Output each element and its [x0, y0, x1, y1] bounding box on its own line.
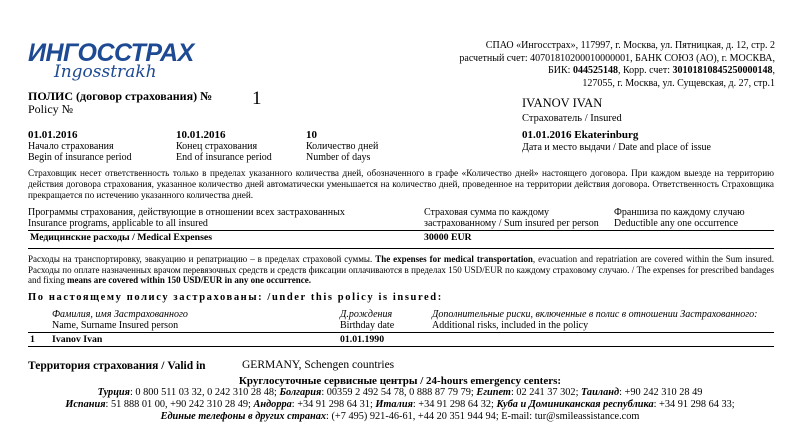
begin-label-en: Begin of insurance period — [28, 152, 132, 163]
col-birth-ru: Д.рождения — [340, 309, 393, 320]
end-label-ru: Конец страхования — [176, 141, 258, 152]
territory-label: Территория страхования / Valid in — [28, 360, 206, 372]
programs-row-bottom-rule — [28, 248, 774, 249]
program-sum-insured: 30000 EUR — [424, 232, 472, 243]
days-label-ru: Количество дней — [306, 141, 379, 152]
issue-label: Дата и место выдачи / Date and place of issue — [522, 142, 711, 153]
policy-label-en: Policy № — [28, 102, 74, 116]
service-line-3: Единые телефоны в других странах: (+7 495) 921-46-61, +44 20 351 944 94; E-mail: tur@smileassistance.com — [160, 411, 640, 422]
company-postal-address: 127055, г. Москва, ул. Сущевская, д. 27, стр.1 — [582, 77, 775, 89]
logo-script: Ingosstrakh — [54, 62, 157, 82]
insured-row-name: Ivanov Ivan — [52, 334, 103, 345]
corr-account-value: 30101810845250000148 — [672, 65, 773, 76]
insured-label: Страхователь / Insured — [522, 113, 622, 124]
policy-number: 1 — [252, 88, 262, 109]
franchise-head-en: Deductible any one occurrence — [614, 218, 739, 229]
programs-head-en: Insurance programs, applicable to all insured — [28, 218, 208, 229]
col-name-ru: Фамилия, имя Застрахованного — [52, 309, 188, 320]
service-line-1: Турция: 0 800 511 03 32, 0 242 310 28 48; Болгария: 00359 2 492 54 78, 0 888 87 79 79; Египет: 02 241 37 302; Таиланд: +90 242 310 28 49 — [97, 387, 703, 398]
insured-row-birth: 01.01.1990 — [340, 334, 385, 345]
liability-paragraph: Страховщик несет ответственность только в пределах указанного количества дней, обозначенного в графе «Количество дней» настоящего договора. При каждом выезде на территорию действия договора страхования, указанное количество дней автоматически уменьшается на количество дней, проведенное на территории действия договора. Ответственность Страховщика прекращается по истечению указанного количества дней. — [28, 168, 774, 200]
programs-row-top-rule — [28, 230, 774, 231]
col-birth-en: Birthday date — [340, 320, 395, 331]
insured-section-heading: По настоящему полису застрахованы: /under this policy is insured: — [28, 292, 443, 303]
col-risks-ru: Дополнительные риски, включенные в полис в отношении Застрахованного: — [432, 309, 758, 320]
company-details — [415, 40, 775, 90]
days-count: 10 — [306, 129, 317, 141]
company-bank-ids: БИК: 044525148, Корр. счет: 30101810845250000148, — [548, 65, 775, 76]
logo-wordmark: ИНГОССТРАХ — [28, 39, 194, 67]
insured-name: IVANOV IVAN — [522, 96, 603, 110]
service-heading: Круглосуточные сервисные центры / 24-hours emergency centers: — [238, 375, 562, 387]
col-risks-en: Additional risks, included in the policy — [432, 320, 589, 331]
franchise-head-ru: Франшиза по каждому случаю — [614, 207, 745, 218]
insured-row-number: 1 — [30, 334, 35, 345]
company-account: расчетный счет: 40701810200010000001, БАНК СОЮЗ (АО), г. МОСКВА, — [459, 52, 775, 64]
programs-head-ru: Программы страхования, действующие в отношении всех застрахованных — [28, 207, 345, 218]
company-logo — [28, 39, 194, 85]
insured-row-bottom-rule — [28, 346, 774, 347]
col-name-en: Name, Surname Insured person — [52, 320, 179, 331]
territory-value: GERMANY, Schengen countries — [242, 359, 395, 371]
begin-label-ru: Начало страхования — [28, 141, 114, 152]
service-line-2: Испания: 51 888 01 00, +90 242 310 28 49; Андорра: +34 91 298 64 31; Италия: +34 91 298 64 32; Куба и Доминиканская республика: +34 91 298 64 33; — [65, 399, 735, 410]
program-medical-expenses: Медицинские расходы / Medical Expenses — [30, 232, 213, 243]
policy-label-ru: ПОЛИС (договор страхования) № — [28, 89, 213, 103]
expenses-note: Расходы на транспортировку, эвакуацию и репатриацию – в пределах страховой суммы. The expenses for medical transportation, evacuation and repatriation are covered within the Sum insured. Расходы по оплате назначенных врачом перевязочных средств и средств фиксации оплачиваются в пределах 150 USD/EUR по каждому страховому случаю. / The expenses for prescribed bandages and fixing means are covered within 150 USD/EUR in any one occurrence. — [28, 254, 775, 285]
sum-head-ru-en: застрахованному / Sum insured per person — [424, 218, 599, 229]
bik-value: 044525148 — [572, 65, 618, 76]
days-label-en: Number of days — [306, 152, 371, 163]
end-label-en: End of insurance period — [176, 152, 272, 163]
company-address: СПАО «Ингосстрах», 117997, г. Москва, ул. Пятницкая, д. 12, стр. 2 — [485, 40, 775, 51]
issue-date-place: 01.01.2016 Ekaterinburg — [522, 129, 639, 141]
end-date: 10.01.2016 — [176, 129, 226, 141]
sum-head-ru: Страховая сумма по каждому — [424, 207, 550, 218]
begin-date: 01.01.2016 — [28, 129, 78, 141]
insured-row-top-rule — [28, 332, 774, 333]
